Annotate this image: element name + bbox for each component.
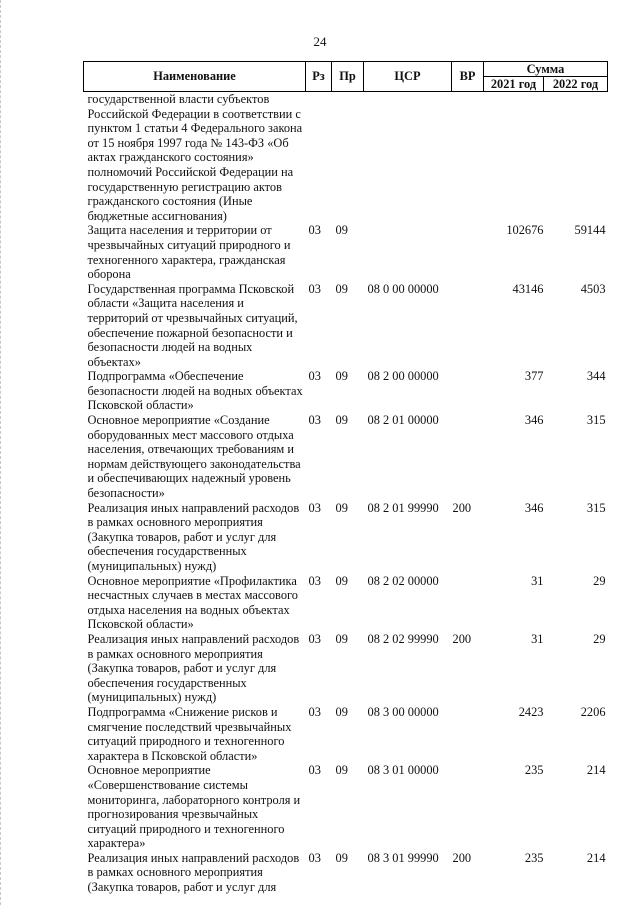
row-pr: 09 — [335, 573, 348, 588]
row-pr: 09 — [335, 281, 348, 296]
header-year-2022: 2022 год — [544, 77, 608, 92]
header-name: Наименование — [84, 62, 306, 92]
table-row — [84, 574, 608, 632]
row-vr — [452, 223, 484, 281]
table-row — [84, 763, 608, 851]
row-rz: 03 — [308, 500, 321, 515]
row-vr — [452, 574, 484, 632]
header-year-2021: 2021 год — [484, 77, 544, 92]
row-rz: 03 — [308, 704, 321, 719]
row-name: Основное мероприятие «Профилактика несчастных случаев в местах массового отдыха населения на водных объектах Псковской области» — [87, 573, 298, 632]
row-csr: 08 2 01 00000 — [367, 413, 439, 428]
row-sum-2022: 315 — [586, 500, 606, 515]
row-csr: 08 3 01 00000 — [367, 763, 439, 778]
row-name: государственной власти субъектов Российской Федерации в соответствии с пунктом 1 статьи 4 Федерального закона от 15 ноября 1997 года № 143-ФЗ «Об актах гражданского состояния» полномочий Российской Федерации на государственную регистрацию актов гражданского состояния (Иные бюджетные ассигнования) — [87, 92, 303, 223]
table-header — [84, 62, 608, 92]
row-sum-2021: 346 — [524, 500, 544, 515]
row-sum-2022: 214 — [586, 763, 606, 778]
table-row — [84, 632, 608, 705]
row-sum-2022: 214 — [586, 850, 606, 865]
row-name: Подпрограмма «Обеспечение безопасности людей на водных объектах Псковской области» — [87, 369, 303, 413]
row-name: Защита населения и территории от чрезвычайных ситуаций природного и техногенного характера, гражданская оборона — [87, 223, 291, 282]
row-name: Основное мероприятие «Совершенствование системы мониторинга, лабораторного контроля и прогнозирования чрезвычайных ситуаций природного и техногенного характера» — [87, 763, 301, 851]
row-pr: 09 — [335, 413, 348, 428]
row-rz: 03 — [308, 369, 321, 384]
row-sum-2022: 29 — [593, 631, 606, 646]
row-sum-2021: 2423 — [518, 704, 544, 719]
row-vr: 200 — [452, 500, 472, 515]
row-rz: 03 — [308, 631, 321, 646]
row-pr: 09 — [335, 223, 348, 238]
row-sum-2022: 315 — [586, 413, 606, 428]
page-number: 24 — [313, 34, 327, 49]
row-sum-2021: 235 — [524, 850, 544, 865]
row-name: Реализация иных направлений расходов в рамках основного мероприятия (Закупка товаров, работ и услуг для обеспечения государственных (муниципальных) нужд) — [87, 631, 300, 705]
header-csr: ЦСР — [364, 62, 452, 92]
row-csr: 08 2 01 99990 — [367, 500, 439, 515]
row-rz: 03 — [308, 763, 321, 778]
row-sum-2021: 31 — [531, 631, 544, 646]
row-name: Подпрограмма «Снижение рисков и смягчение последствий чрезвычайных ситуаций природного и техногенного характера в Псковской области» — [87, 704, 292, 763]
table-row — [84, 413, 608, 501]
row-rz: 03 — [308, 573, 321, 588]
row-sum-2022: 29 — [593, 573, 606, 588]
row-vr — [452, 413, 484, 501]
row-csr: 08 0 00 00000 — [367, 281, 439, 296]
row-rz: 03 — [308, 281, 321, 296]
row-csr — [364, 92, 452, 224]
table-row — [84, 851, 608, 895]
row-sum-2022: 344 — [586, 369, 606, 384]
row-vr — [452, 282, 484, 370]
header-rz: Рз — [306, 62, 332, 92]
row-sum-2021: 346 — [524, 413, 544, 428]
row-csr: 08 2 00 00000 — [367, 369, 439, 384]
row-pr: 09 — [335, 850, 348, 865]
row-rz: 03 — [308, 850, 321, 865]
row-sum-2021 — [484, 92, 544, 224]
row-sum-2022 — [544, 92, 608, 224]
row-rz — [306, 92, 332, 224]
row-name: Реализация иных направлений расходов в рамках основного мероприятия (Закупка товаров, работ и услуг для — [87, 850, 300, 895]
row-pr: 09 — [335, 704, 348, 719]
budget-table — [83, 61, 608, 895]
row-pr — [332, 92, 364, 224]
row-vr — [452, 763, 484, 851]
row-sum-2021: 377 — [524, 369, 544, 384]
header-sum: Сумма — [484, 62, 608, 77]
row-name: Государственная программа Псковской области «Защита населения и территорий от чрезвычайных ситуаций, обеспечение пожарной безопасности и безопасности людей на водных объектах» — [87, 281, 298, 369]
table-row — [84, 705, 608, 763]
row-sum-2021: 43146 — [512, 281, 544, 296]
row-sum-2022: 59144 — [574, 223, 606, 238]
row-vr: 200 — [452, 850, 472, 865]
table-row — [84, 92, 608, 224]
row-pr: 09 — [335, 763, 348, 778]
row-sum-2022: 4503 — [580, 281, 606, 296]
row-sum-2021: 102676 — [506, 223, 544, 238]
row-rz: 03 — [308, 413, 321, 428]
table-row — [84, 282, 608, 370]
row-sum-2022: 2206 — [580, 704, 606, 719]
row-rz: 03 — [308, 223, 321, 238]
row-pr: 09 — [335, 369, 348, 384]
row-sum-2021: 235 — [524, 763, 544, 778]
header-vr: ВР — [452, 62, 484, 92]
row-csr — [364, 223, 452, 281]
table-row — [84, 501, 608, 574]
table-row — [84, 369, 608, 413]
row-name: Реализация иных направлений расходов в рамках основного мероприятия (Закупка товаров, работ и услуг для обеспечения государственных (муниципальных) нужд) — [87, 500, 300, 573]
row-csr: 08 3 01 99990 — [367, 850, 439, 865]
row-csr: 08 2 02 99990 — [367, 631, 439, 646]
scan-edge — [0, 0, 4, 905]
table-row — [84, 223, 608, 281]
table-body — [84, 92, 608, 895]
row-name: Основное мероприятие «Создание оборудованных мест массового отдыха населения, отвечающих требованиям и нормам действующего законодательства и обеспечивающих надежный уровень безопасности» — [87, 413, 301, 501]
row-vr: 200 — [452, 631, 472, 646]
header-pr: Пр — [332, 62, 364, 92]
row-pr: 09 — [335, 500, 348, 515]
row-sum-2021: 31 — [531, 573, 544, 588]
row-vr — [452, 92, 484, 224]
row-csr: 08 3 00 00000 — [367, 704, 439, 719]
row-vr — [452, 369, 484, 413]
row-csr: 08 2 02 00000 — [367, 573, 439, 588]
row-vr — [452, 705, 484, 763]
row-pr: 09 — [335, 631, 348, 646]
